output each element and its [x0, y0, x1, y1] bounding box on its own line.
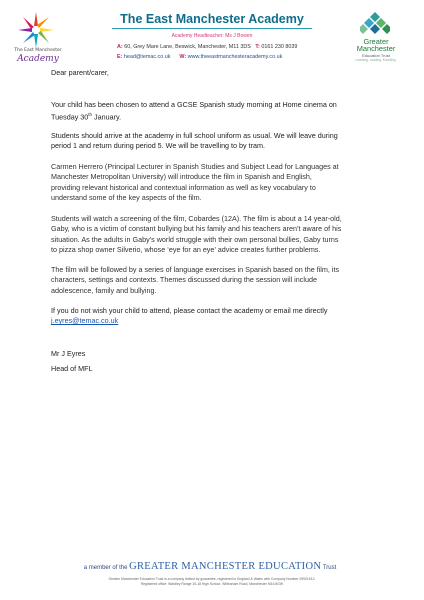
contact-email-link[interactable]: j.eyres@temac.co.uk	[51, 316, 119, 326]
footer-legal	[50, 577, 374, 587]
page-title: The East Manchester Academy	[120, 12, 304, 26]
paragraph-2	[51, 131, 381, 152]
paragraph-6	[51, 306, 381, 327]
p1-line2	[51, 110, 381, 123]
gmt-line1: Greater	[363, 37, 389, 46]
p2-line2: period 1 and return during period 5. We will be travelling to by tram.	[51, 141, 266, 151]
p4-line1: Students will watch a screening of the film, Cobardes (12A). The film is about a 14 year-old,	[51, 214, 342, 223]
contact-address-row	[117, 44, 297, 50]
tel-text: 0161 230 8039	[261, 44, 298, 50]
web-label: W:	[179, 54, 187, 60]
paragraph-4	[51, 214, 381, 256]
footer-trust-line	[32, 561, 388, 572]
salutation: Dear parent/carer,	[51, 68, 109, 77]
address-label: A:	[117, 44, 123, 50]
p4-line3: situation. As the adults in Gaby’s world struggle with their own personal bullies, Gaby turns	[51, 234, 339, 244]
footer-legal-line1: Greater Manchester Education Trust is a company limited by guarantee, registered in England & Wales with Company Number 09921912.	[108, 577, 316, 581]
p1-date: Tuesday 30	[51, 112, 89, 122]
paragraph-1	[51, 100, 381, 123]
gmt-tagline: Learning. Leading. Excelling.	[355, 58, 397, 62]
p1-line1: Your child has been chosen to attend a GCSE Spanish study morning at Home cinema on	[51, 100, 337, 109]
tel-label: T:	[255, 44, 260, 50]
web-link[interactable]: www.theeastmanchesteracademy.co.uk	[187, 54, 283, 60]
footer-legal-line2: Registered office: Wardley Range 15-18 High School, Wilbraham Road, Manchester M16 8GW	[140, 582, 284, 586]
gmt-line2: Manchester	[356, 44, 396, 54]
p6-line1: If you do not wish your child to attend, please contact the academy or email me directly	[51, 306, 328, 315]
p4-line2: Gaby, who is a victim of constant bullying but his family and his teachers aren’t aware of his	[51, 224, 342, 234]
logo-line1: The East Manchester	[14, 48, 62, 53]
footer-post: Trust	[322, 565, 337, 571]
gmt-line3: Education Trust	[362, 53, 390, 58]
p3-line1: Carmen Herrero (Principal Lecturer in Spanish Studies and Subject Lead for Languages at	[51, 162, 339, 171]
contact-email-row	[117, 54, 282, 60]
headteacher-line: Academy Headteacher: Ms J Bowen	[171, 33, 253, 39]
gmt-diamond-logo-icon	[360, 12, 390, 38]
email-link[interactable]: head@temac.co.uk	[123, 54, 171, 60]
p2-line1: Students should arrive at the academy in full school uniform as usual. We will leave during	[51, 131, 338, 140]
signature-role: Head of MFL	[51, 364, 93, 373]
p5-line3: adolescence, family and bullying.	[51, 285, 157, 295]
p3-line4: understand some of the key aspects of the film.	[51, 193, 202, 203]
title-divider	[112, 28, 312, 29]
paragraph-5	[51, 265, 381, 296]
footer-pre: a member of the	[83, 565, 128, 571]
p3-line3: providing relevant historical and contextual information as well as key vocabulary to	[51, 182, 316, 192]
logo-line2: Academy	[17, 54, 59, 64]
p5-line2: characters, settings and contexts. Themes discussed during the session will include	[51, 275, 317, 285]
gmt-name	[348, 38, 404, 53]
paragraph-3	[51, 162, 381, 204]
signature-name: Mr J Eyres	[51, 349, 86, 358]
footer-trust-name: GREATER MANCHESTER EDUCATION	[129, 561, 322, 572]
p4-line4: to pizza shop owner Silverio, whose ‘eye for an eye’ advice creates further problems.	[51, 245, 321, 255]
email-label: E:	[117, 54, 123, 60]
p3-line2: Manchester Metropolitan University) will introduce the film in Spanish and English,	[51, 172, 312, 182]
p1-month: January.	[92, 112, 122, 122]
p1-date-suffix: th	[88, 112, 93, 118]
address-text: 60, Grey Mare Lane, Beswick, Manchester, M11 3DS	[124, 44, 251, 50]
academy-star-logo-icon	[16, 10, 56, 50]
p5-line1: The film will be followed by a series of language exercises in Spanish based on the film, its	[51, 265, 340, 274]
